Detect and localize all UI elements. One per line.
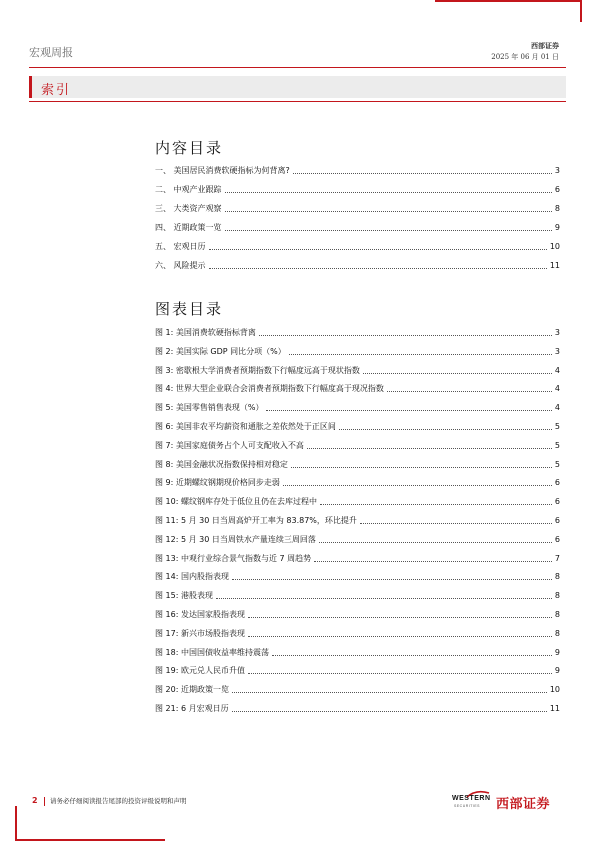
toc-entry[interactable]	[155, 587, 560, 601]
toc-entry[interactable]	[155, 550, 560, 564]
toc-entry-label: 图 7: 美国家庭债务占个人可支配收入不高	[155, 440, 304, 450]
toc-entry[interactable]	[155, 257, 560, 271]
toc-dot-leader	[232, 691, 547, 693]
toc-entry-label: 图 16: 发达国家股指表现	[155, 610, 245, 619]
toc-entry[interactable]	[155, 200, 560, 214]
toc-dot-leader	[291, 466, 552, 468]
section-title: 索引	[41, 83, 72, 98]
section-accent	[29, 76, 32, 98]
toc-entry-label: 五、 宏观日历	[155, 242, 206, 251]
toc-dot-leader	[266, 409, 551, 411]
toc-entry-page: 3	[554, 328, 560, 337]
corner-decoration-top	[435, 0, 582, 2]
toc-dot-leader	[259, 334, 552, 336]
toc-dot-leader	[360, 522, 552, 524]
toc-entry-label: 图 18: 中国国债收益率维持震荡	[155, 647, 269, 657]
toc-entry[interactable]	[155, 238, 560, 252]
corner-decoration-bottom-left	[15, 806, 17, 841]
toc-entry-page: 8	[554, 572, 560, 582]
toc-entry[interactable]	[155, 493, 560, 507]
toc-entry-page: 3	[554, 166, 560, 175]
logo-english: WESTERN	[452, 795, 491, 802]
toc-entry-label: 一、 美国居民消费软硬指标为何背离?	[155, 166, 290, 175]
footer-separator	[44, 797, 45, 806]
toc-entry-label: 图 21: 6 月宏观日历	[155, 704, 229, 713]
toc-entry-page: 6	[554, 516, 560, 525]
toc-entry-label: 图 1: 美国消费软硬指标背离	[155, 328, 256, 337]
report-date: 2025 年 06 月 01 日	[491, 53, 559, 61]
toc-dot-leader	[248, 616, 552, 618]
section-divider	[29, 101, 566, 102]
toc-entry[interactable]	[155, 380, 560, 394]
page-number: 2	[32, 796, 38, 805]
toc-entry[interactable]	[155, 681, 560, 695]
logo-english-sub: SECURITIES	[454, 804, 481, 808]
toc-entry-label: 二、 中观产业跟踪	[155, 185, 222, 194]
toc-entry-page: 8	[554, 204, 560, 213]
toc-entry-page: 6	[554, 497, 560, 507]
firm-name: 西部证券	[531, 41, 559, 50]
toc-dot-leader	[283, 484, 552, 486]
toc-entry-label: 图 9: 近期螺纹钢期现价格同步走弱	[155, 478, 280, 488]
toc-entry-page: 8	[554, 591, 560, 601]
toc-dot-leader	[319, 541, 552, 543]
toc-entry-label: 图 11: 5 月 30 日当周高炉开工率为 83.87%，环比提升	[155, 516, 357, 525]
toc-dot-leader	[248, 672, 552, 674]
report-type: 宏观周报	[29, 46, 73, 59]
toc-dot-leader	[314, 560, 552, 562]
toc-entry-page: 11	[549, 261, 560, 270]
toc-dot-leader	[289, 353, 552, 355]
toc-entry-label: 图 12: 5 月 30 日当周铁水产量连续三周回落	[155, 534, 316, 544]
toc-entry[interactable]	[155, 219, 560, 233]
figures-heading: 图表目录	[155, 300, 224, 318]
toc-entry-label: 六、 风险提示	[155, 261, 206, 270]
toc-entry[interactable]	[155, 324, 560, 338]
footer-disclaimer: 请务必仔细阅读报告尾部的投资评级说明和声明	[50, 797, 187, 805]
toc-dot-leader	[363, 372, 552, 374]
logo-chinese: 西部证券	[496, 797, 551, 812]
company-logo	[452, 790, 562, 814]
toc-entry-page: 6	[554, 185, 560, 194]
toc-entry-label: 三、 大类资产观察	[155, 204, 222, 213]
toc-dot-leader	[209, 248, 547, 250]
corner-decoration-top-right	[580, 0, 582, 22]
toc-entry[interactable]	[155, 531, 560, 545]
toc-entry[interactable]	[155, 362, 560, 376]
toc-entry-label: 四、 近期政策一览	[155, 223, 222, 232]
toc-entry-page: 11	[549, 704, 560, 713]
toc-entry-label: 图 3: 密歇根大学消费者预期指数下行幅度远高于现状指数	[155, 365, 360, 375]
toc-entry-label: 图 13: 中观行业综合景气指数与近 7 周趋势	[155, 553, 312, 563]
toc-dot-leader	[225, 191, 552, 193]
toc-entry-page: 10	[549, 685, 560, 695]
toc-entry[interactable]	[155, 700, 560, 714]
toc-dot-leader	[307, 447, 552, 449]
toc-entry-label: 图 6: 美国非农平均薪资和通胀之差依然处于正区间	[155, 422, 336, 431]
toc-entry[interactable]	[155, 399, 560, 413]
section-bar	[29, 76, 566, 98]
toc-entry[interactable]	[155, 162, 560, 176]
toc-entry-page: 5	[554, 422, 560, 431]
toc-entry-page: 9	[554, 666, 560, 676]
toc-entry-page: 4	[554, 403, 560, 413]
toc-entry[interactable]	[155, 625, 560, 639]
toc-entry-page: 10	[549, 242, 560, 251]
toc-dot-leader	[232, 578, 552, 580]
toc-entry-page: 5	[554, 440, 560, 450]
toc-entry[interactable]	[155, 512, 560, 526]
toc-dot-leader	[248, 635, 552, 637]
header-divider	[29, 67, 566, 68]
toc-entry-page: 3	[554, 346, 560, 356]
toc-entry-label: 图 20: 近期政策一览	[155, 685, 229, 695]
toc-dot-leader	[225, 229, 552, 231]
toc-entry-label: 图 19: 欧元兑人民币升值	[155, 666, 245, 676]
toc-dot-leader	[320, 503, 552, 505]
toc-entry[interactable]	[155, 474, 560, 488]
toc-entry-page: 4	[554, 365, 560, 375]
toc-entry-label: 图 14: 国内股指表现	[155, 572, 229, 582]
toc-entry-label: 图 4: 世界大型企业联合会消费者预期指数下行幅度高于现况指数	[155, 384, 384, 394]
toc-entry-page: 8	[554, 628, 560, 638]
toc-entry[interactable]	[155, 568, 560, 582]
toc-entry[interactable]	[155, 181, 560, 195]
toc-entry-page: 4	[554, 384, 560, 394]
toc-entry[interactable]	[155, 343, 560, 357]
toc-dot-leader	[209, 267, 547, 269]
toc-entry[interactable]	[155, 662, 560, 676]
toc-dot-leader	[225, 210, 552, 212]
toc-entry[interactable]	[155, 644, 560, 658]
toc-dot-leader	[293, 172, 552, 174]
toc-entry-label: 图 10: 螺纹钢库存处于低位且仍在去库过程中	[155, 497, 317, 507]
toc-entry-page: 9	[554, 647, 560, 657]
toc-entry[interactable]	[155, 437, 560, 451]
toc-entry-page: 5	[554, 459, 560, 469]
toc-entry-page: 6	[554, 534, 560, 544]
toc-entry-page: 8	[554, 610, 560, 619]
toc-dot-leader	[216, 597, 552, 599]
contents-heading: 内容目录	[155, 139, 224, 157]
toc-dot-leader	[272, 654, 552, 656]
toc-entry-page: 7	[554, 553, 560, 563]
toc-entry-page: 6	[554, 478, 560, 488]
toc-entry-label: 图 15: 港股表现	[155, 591, 213, 601]
toc-entry[interactable]	[155, 456, 560, 470]
toc-dot-leader	[387, 390, 552, 392]
toc-dot-leader	[339, 428, 552, 430]
toc-entry-label: 图 8: 美国金融状况指数保持相对稳定	[155, 459, 288, 469]
toc-entry[interactable]	[155, 418, 560, 432]
toc-entry-page: 9	[554, 223, 560, 232]
toc-dot-leader	[232, 710, 547, 712]
toc-entry-label: 图 17: 新兴市场股指表现	[155, 628, 245, 638]
toc-entry[interactable]	[155, 606, 560, 620]
toc-entry-label: 图 2: 美国实际 GDP 同比分项（%）	[155, 346, 286, 356]
toc-entry-label: 图 5: 美国零售销售表现（%）	[155, 403, 264, 413]
